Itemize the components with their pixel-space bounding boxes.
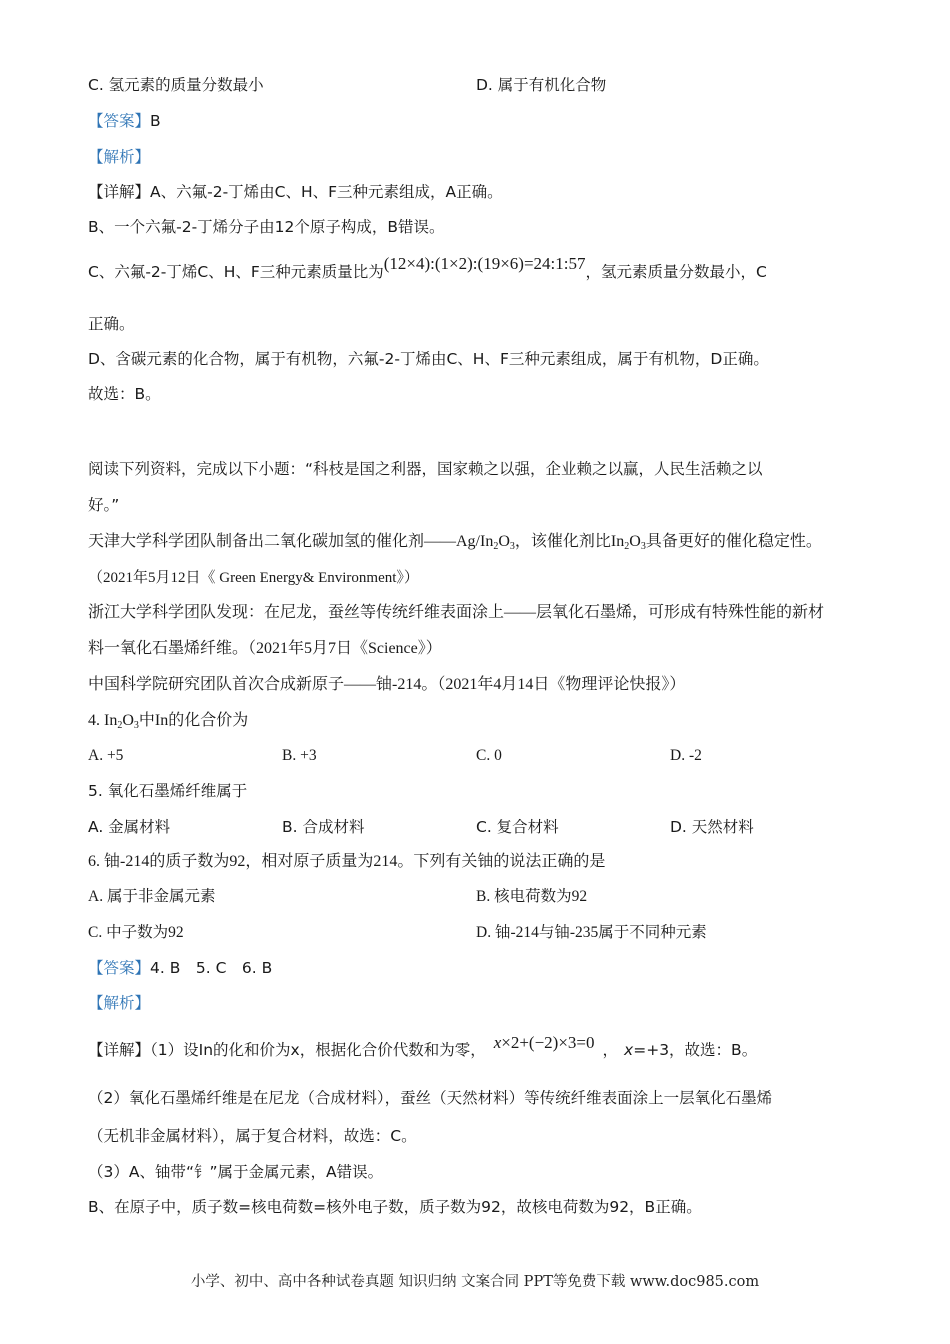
- passage-p1: [88, 531, 822, 553]
- answer-value: B: [150, 112, 161, 130]
- p1-sub: 3: [509, 541, 515, 552]
- p1-sub: 2: [493, 541, 499, 552]
- q4-option-d[interactable]: D. -2: [670, 747, 702, 764]
- detail-label: 【详解】: [88, 183, 151, 201]
- q6-option-d[interactable]: D. 铀-214与铀-235属于不同种元素: [476, 924, 707, 941]
- equation-rest: ×2+(−2)×3=0: [501, 1033, 595, 1052]
- q4-option-a[interactable]: A. +5: [88, 747, 124, 764]
- q4-o: O: [122, 712, 134, 729]
- detail-2-line2: （无机非金属材料），属于复合材料，故选：C。: [88, 1127, 417, 1145]
- passage-p2-line1: 浙江大学科学团队发现：在尼龙，蚕丝等传统纤维表面涂上——层氧化石墨烯，可形成有特殊性能的新材: [88, 604, 825, 621]
- q5-option-b[interactable]: B. 合成材料: [282, 818, 365, 836]
- detail-line-b: B、一个六氟-2-丁烯分子由12个原子构成，B错误。: [88, 218, 445, 236]
- detail-text-a: A、六氟-2-丁烯由C、H、F三种元素组成，A正确。: [150, 183, 503, 201]
- detail-1-x: x: [624, 1041, 634, 1059]
- q5-option-d[interactable]: D. 天然材料: [670, 818, 754, 836]
- analysis-label: 【解析】: [88, 148, 151, 166]
- detail-2-line1: （2）氧化石墨烯纤维是在尼龙（合成材料），蚕丝（天然材料）等传统纤维表面涂上一层氧化石墨烯: [88, 1089, 773, 1107]
- p1-o: O: [498, 533, 510, 550]
- q4-option-c[interactable]: C. 0: [476, 747, 502, 764]
- analysis-label-2: 【解析】: [88, 994, 151, 1012]
- q6-stem: 6. 铀-214的质子数为92，相对原子质量为214。下列有关铀的说法正确的是: [88, 853, 606, 870]
- detail-line-c: [88, 254, 767, 283]
- q4-stem-pre: 4. In: [88, 712, 118, 729]
- passage-p3: 中国科学院研究团队首次合成新原子——铀-214。（2021年4月14日《物理评论快报》）: [88, 676, 686, 693]
- p1-text-pre: 天津大学科学团队制备出二氧化碳加氢的催化剂——Ag/In: [88, 533, 494, 550]
- p1-o: O: [629, 533, 641, 550]
- detail-1-pre: （1）设In的化和价为x，根据化合价代数和为零，: [150, 1041, 486, 1059]
- detail-1-post: =+3，故选：B。: [633, 1041, 758, 1059]
- q4-stem: [88, 710, 248, 732]
- conclusion: 故选：B。: [88, 385, 161, 403]
- answer-line-2: [88, 957, 272, 979]
- detail-1-sep: ，: [602, 1041, 619, 1059]
- answer-label: 【答案】: [88, 112, 151, 130]
- p1-text-post: 具备更好的催化稳定性。: [645, 533, 822, 550]
- answer-line: [88, 110, 161, 132]
- q6-option-a[interactable]: A. 属于非金属元素: [88, 888, 216, 905]
- q5-stem: 5. 氧化石墨烯纤维属于: [88, 782, 248, 800]
- mass-ratio-formula: (12×4):(1×2):(19×6)=24:1:57: [383, 254, 586, 273]
- detail-text-c-post: ，氢元素质量分数最小，C: [585, 263, 767, 281]
- answer-value: 4. B 5. C 6. B: [150, 959, 273, 977]
- q5-option-a[interactable]: A. 金属材料: [88, 818, 171, 836]
- detail-line-c-cont: 正确。: [88, 315, 135, 333]
- page-footer: 小学、初中、高中各种试卷真题 知识归纳 文案合同 PPT等免费下载 www.doc985.com: [190, 1274, 760, 1290]
- option-c: C. 氢元素的质量分数最小: [88, 76, 264, 94]
- passage-intro-2: 好。”: [88, 496, 120, 514]
- detail-1: [88, 1033, 758, 1061]
- q4-stem-post: 中In的化合价为: [138, 712, 249, 729]
- q4-sub: 3: [133, 720, 139, 731]
- passage-p2-line2: 料一氧化石墨烯纤维。（2021年5月7日《Science》）: [88, 640, 442, 657]
- detail-3-line2: B、在原子中，质子数=核电荷数=核外电子数，质子数为92，故核电荷数为92，B正确。: [88, 1198, 702, 1216]
- q5-option-c[interactable]: C. 复合材料: [476, 818, 559, 836]
- answer-label: 【答案】: [88, 959, 151, 977]
- q4-option-b[interactable]: B. +3: [282, 747, 317, 764]
- equation-var: x: [493, 1033, 502, 1052]
- detail-label: 【详解】: [88, 1041, 151, 1059]
- passage-p1-source: （2021年5月12日《 Green Energy& Environment》）: [88, 570, 419, 586]
- q6-option-c[interactable]: C. 中子数为92: [88, 924, 184, 941]
- detail-text-c-pre: C、六氟-2-丁烯C、H、F三种元素质量比为: [88, 263, 384, 281]
- valence-equation: [494, 1033, 595, 1052]
- p1-text-mid: ，该催化剂比In: [514, 533, 625, 550]
- q4-sub: 2: [117, 720, 123, 731]
- detail-3-line1: （3）A、铀带“钅”属于金属元素，A错误。: [88, 1163, 384, 1181]
- p1-sub: 3: [640, 541, 646, 552]
- detail-line-d: D、含碳元素的化合物，属于有机物，六氟-2-丁烯由C、H、F三种元素组成，属于有机物，D正确。: [88, 350, 769, 368]
- passage-intro-1: 阅读下列资料，完成以下小题：“科枝是国之利器，国家赖之以强，企业赖之以赢，人民生活赖之以: [88, 460, 763, 478]
- q6-option-b[interactable]: B. 核电荷数为92: [476, 888, 588, 905]
- detail-line-a: [88, 181, 503, 203]
- p1-sub: 2: [624, 541, 630, 552]
- option-d: D. 属于有机化合物: [476, 76, 607, 94]
